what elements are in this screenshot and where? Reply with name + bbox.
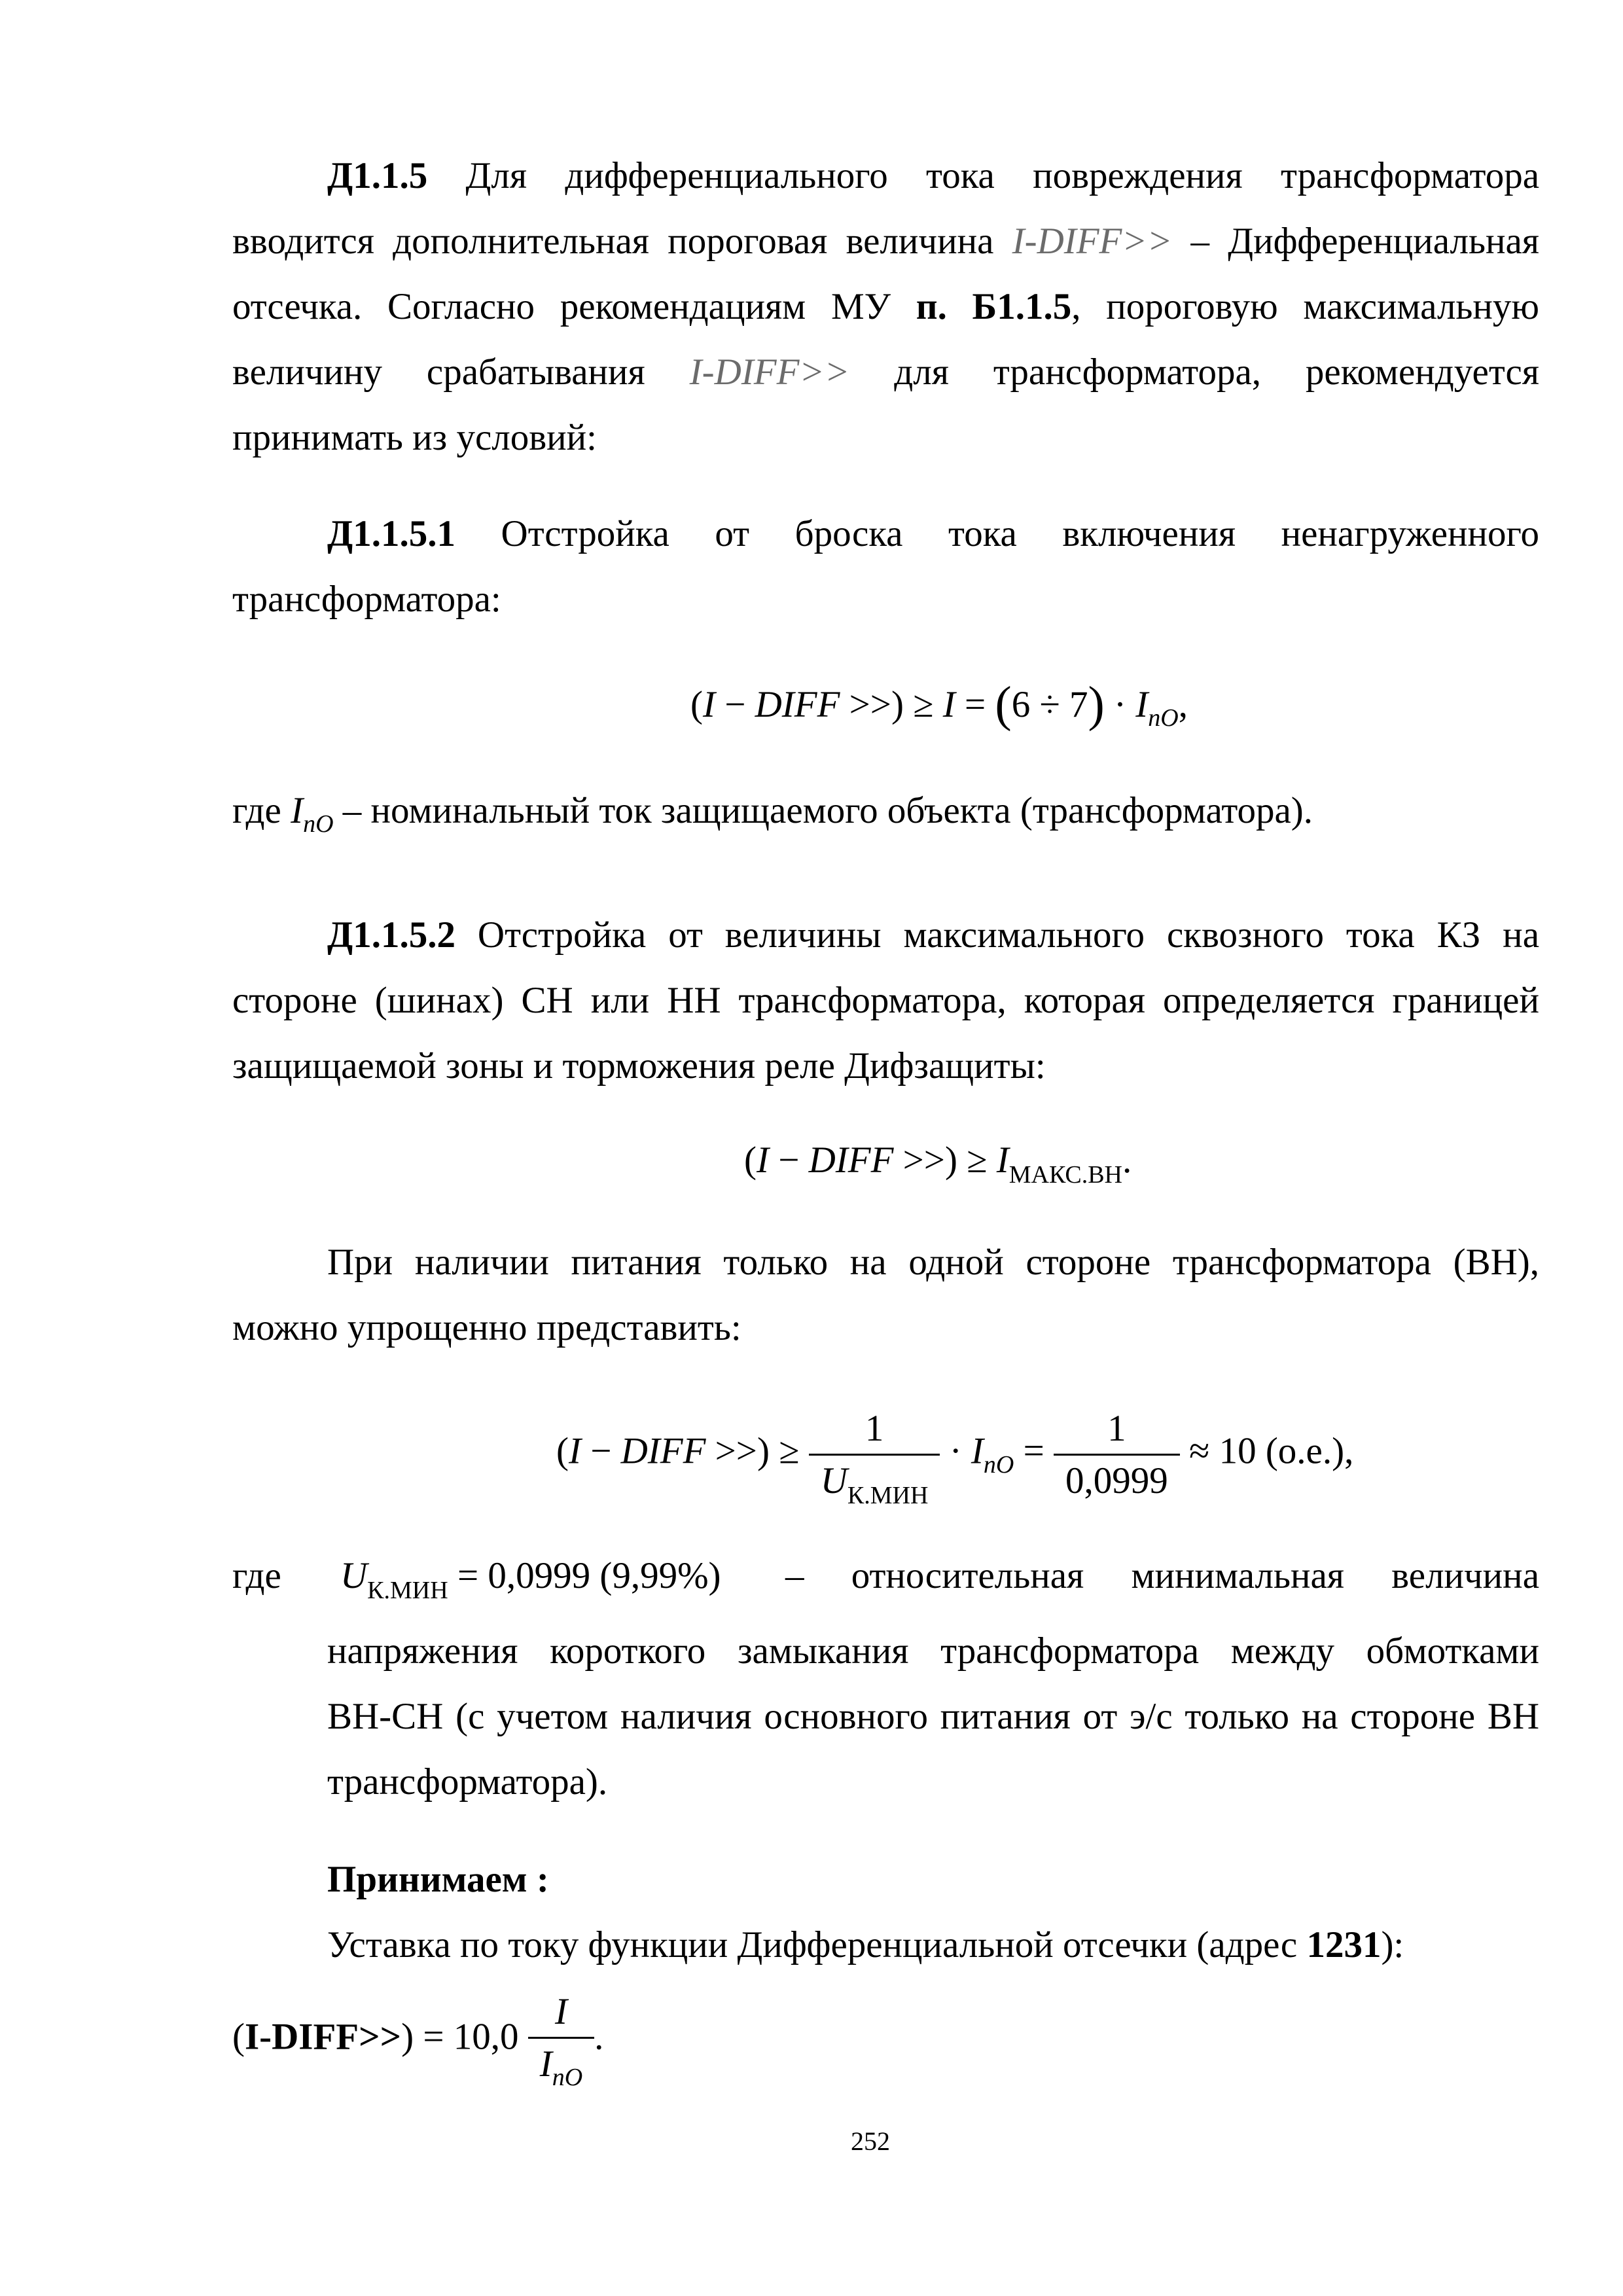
- p3-line-3: защищаемой зоны и торможения реле Дифзащиты:: [232, 1045, 1046, 1086]
- eq1-var-i: I: [702, 684, 715, 725]
- eq3-frac2-denominator: 0,0999: [1054, 1454, 1180, 1502]
- page-number: 252: [851, 2126, 890, 2156]
- eq1-paren-close: ): [891, 684, 904, 725]
- eq3-paren-close: ): [757, 1430, 770, 1472]
- eq3-paren-open: (: [556, 1430, 569, 1472]
- eq2-subscript: МАКС.ВН: [1008, 1161, 1122, 1189]
- p1-line-5: принимать из условий:: [232, 417, 597, 458]
- eq3-approx: ≈: [1179, 1430, 1219, 1472]
- where2-line-3: ВН-СН (с учетом наличия основного питания от э/с только на стороне ВН: [327, 1696, 1539, 1737]
- where1-symbol: I: [291, 790, 304, 831]
- eq3-minus: −: [580, 1430, 621, 1472]
- eq3-var-i2: I: [971, 1430, 984, 1472]
- eq1-range: 6 ÷ 7: [1011, 684, 1088, 725]
- i-diff-symbol: I-DIFF>>: [1012, 221, 1173, 262]
- p1-line-4-tail: для трансформатора, рекомендуется: [849, 351, 1539, 393]
- eq1-paren-open: (: [690, 684, 703, 725]
- p1-line-3: [232, 285, 1539, 328]
- equation-3: [556, 1407, 1354, 1509]
- eq1-equals: =: [955, 684, 995, 725]
- p1-line-3-text: отсечка. Согласно рекомендациям МУ: [232, 286, 916, 327]
- where2-definition: [340, 1554, 721, 1604]
- p1-line-4: [232, 351, 1539, 393]
- eq1-big-paren-close: ): [1088, 677, 1105, 732]
- eq3-unit: (о.е.),: [1256, 1430, 1354, 1472]
- where1-tail: – номинальный ток защищаемого объекта (трансформатора).: [333, 790, 1313, 831]
- address-1231: 1231: [1306, 1924, 1382, 1965]
- accept-line-1: [327, 1924, 1404, 1966]
- setting-value: [232, 1991, 604, 2091]
- eq3-frac1-var-u: U: [820, 1460, 847, 1501]
- section-label-d1-1-5-2: Д1.1.5.2: [327, 914, 455, 956]
- p4-line-2: можно упрощенно представить:: [232, 1307, 741, 1348]
- where2-line-4: трансформатора).: [327, 1761, 608, 1803]
- i-diff-symbol: I-DIFF>>: [689, 351, 850, 393]
- reference-b1-1-5: п. Б1.1.5: [916, 286, 1072, 327]
- accept-line-1-tail: ):: [1381, 1924, 1404, 1965]
- where-1: [232, 789, 1313, 838]
- where2-var-u: U: [340, 1555, 368, 1596]
- setting-period: .: [594, 2016, 604, 2058]
- eq1-diff: DIFF: [755, 684, 840, 725]
- eq2-paren-open: (: [744, 1139, 757, 1181]
- equation-2: [744, 1139, 1132, 1189]
- p3-line-1-text: Отстройка от величины максимального сквозного тока КЗ на: [455, 914, 1539, 956]
- eq3-fraction-1: [809, 1407, 940, 1509]
- eq3-frac1-subscript: К.МИН: [847, 1482, 929, 1509]
- p1-line-2-text: вводится дополнительная пороговая величина: [232, 221, 1012, 262]
- where1-subscript: nO: [303, 810, 334, 838]
- eq2-diff: DIFF: [808, 1139, 894, 1181]
- eq1-minus: −: [715, 684, 755, 725]
- equation-1: [690, 676, 1188, 733]
- eq2-minus: −: [768, 1139, 809, 1181]
- where2-value: = 0,0999 (9,99%): [448, 1555, 721, 1596]
- eq3-frac2-numerator: 1: [1107, 1408, 1126, 1449]
- eq3-gg: >>: [705, 1430, 757, 1472]
- eq1-big-paren-open: (: [995, 677, 1012, 732]
- eq1-dot: ·: [1104, 684, 1136, 725]
- section-label-d1-1-5-1: Д1.1.5.1: [327, 513, 455, 554]
- eq3-frac1-numerator: 1: [865, 1408, 884, 1449]
- eq2-period: .: [1122, 1139, 1132, 1181]
- setting-value-text: ) = 10,0: [401, 2016, 528, 2058]
- setting-frac-numerator: I: [554, 1991, 567, 2032]
- p2-line-1: [327, 512, 1539, 555]
- accept-heading: Принимаем :: [327, 1859, 549, 1900]
- p1-line-3-tail: , пороговую максимальную: [1071, 286, 1539, 327]
- eq1-geq: ≥: [903, 684, 943, 725]
- p2-line-2: трансформатора:: [232, 579, 501, 620]
- accept-line-1-text: Уставка по току функции Дифференциальной отсечки (адрес: [327, 1924, 1307, 1965]
- setting-frac-var-i: I: [539, 2043, 552, 2085]
- eq3-geq: ≥: [769, 1430, 809, 1472]
- eq3-subscript: nO: [983, 1450, 1014, 1479]
- eq3-dot: ·: [940, 1430, 971, 1472]
- eq3-frac1-denominator: [809, 1454, 940, 1509]
- p3-line-2: стороне (шинах) СН или НН трансформатора, которая определяется границей: [232, 980, 1539, 1021]
- eq3-diff: DIFF: [620, 1430, 706, 1472]
- p3-line-1: [327, 914, 1539, 956]
- setting-paren-open: (: [232, 2016, 245, 2058]
- where2-label: где: [232, 1555, 281, 1596]
- eq1-subscript: nO: [1148, 704, 1179, 732]
- p2-line-1-text: Отстройка от броска тока включения ненагруженного: [455, 513, 1539, 554]
- p1-line-2: [232, 220, 1539, 262]
- setting-frac-denominator: [528, 2037, 594, 2091]
- where2-line-1: – относительная минимальная величина: [785, 1555, 1539, 1596]
- p1-line-1: [327, 154, 1539, 197]
- eq2-geq: ≥: [957, 1139, 997, 1181]
- eq3-equals: =: [1014, 1430, 1054, 1472]
- eq1-gg: >>: [840, 684, 891, 725]
- p1-line-4-text: величину срабатывания: [232, 351, 690, 393]
- eq1-comma: ,: [1178, 684, 1188, 725]
- p4-line-1: При наличии питания только на одной стороне трансформатора (ВН),: [327, 1242, 1539, 1283]
- eq3-var-i: I: [568, 1430, 581, 1472]
- section-label-d1-1-5: Д1.1.5: [327, 155, 428, 196]
- eq3-fraction-2: [1054, 1407, 1180, 1502]
- eq1-var-i2: I: [942, 684, 955, 725]
- eq1-var-i3: I: [1135, 684, 1149, 725]
- eq2-gg: >>: [893, 1139, 945, 1181]
- p1-line-1-text: Для дифференциального тока повреждения трансформатора: [427, 155, 1539, 196]
- eq2-var-i2: I: [996, 1139, 1009, 1181]
- setting-frac-subscript: nO: [552, 2064, 583, 2091]
- eq3-value: 10: [1219, 1430, 1257, 1472]
- where2-line-2: напряжения короткого замыкания трансформатора между обмотками: [327, 1630, 1539, 1672]
- where1-text: где: [232, 790, 291, 831]
- where2-subscript: К.МИН: [367, 1577, 448, 1604]
- setting-fraction: [528, 1990, 594, 2091]
- p1-line-2-tail: – Дифференциальная: [1172, 221, 1539, 262]
- eq2-paren-close: ): [944, 1139, 957, 1181]
- setting-name: I-DIFF>>: [244, 2016, 402, 2058]
- eq2-var-i: I: [756, 1139, 769, 1181]
